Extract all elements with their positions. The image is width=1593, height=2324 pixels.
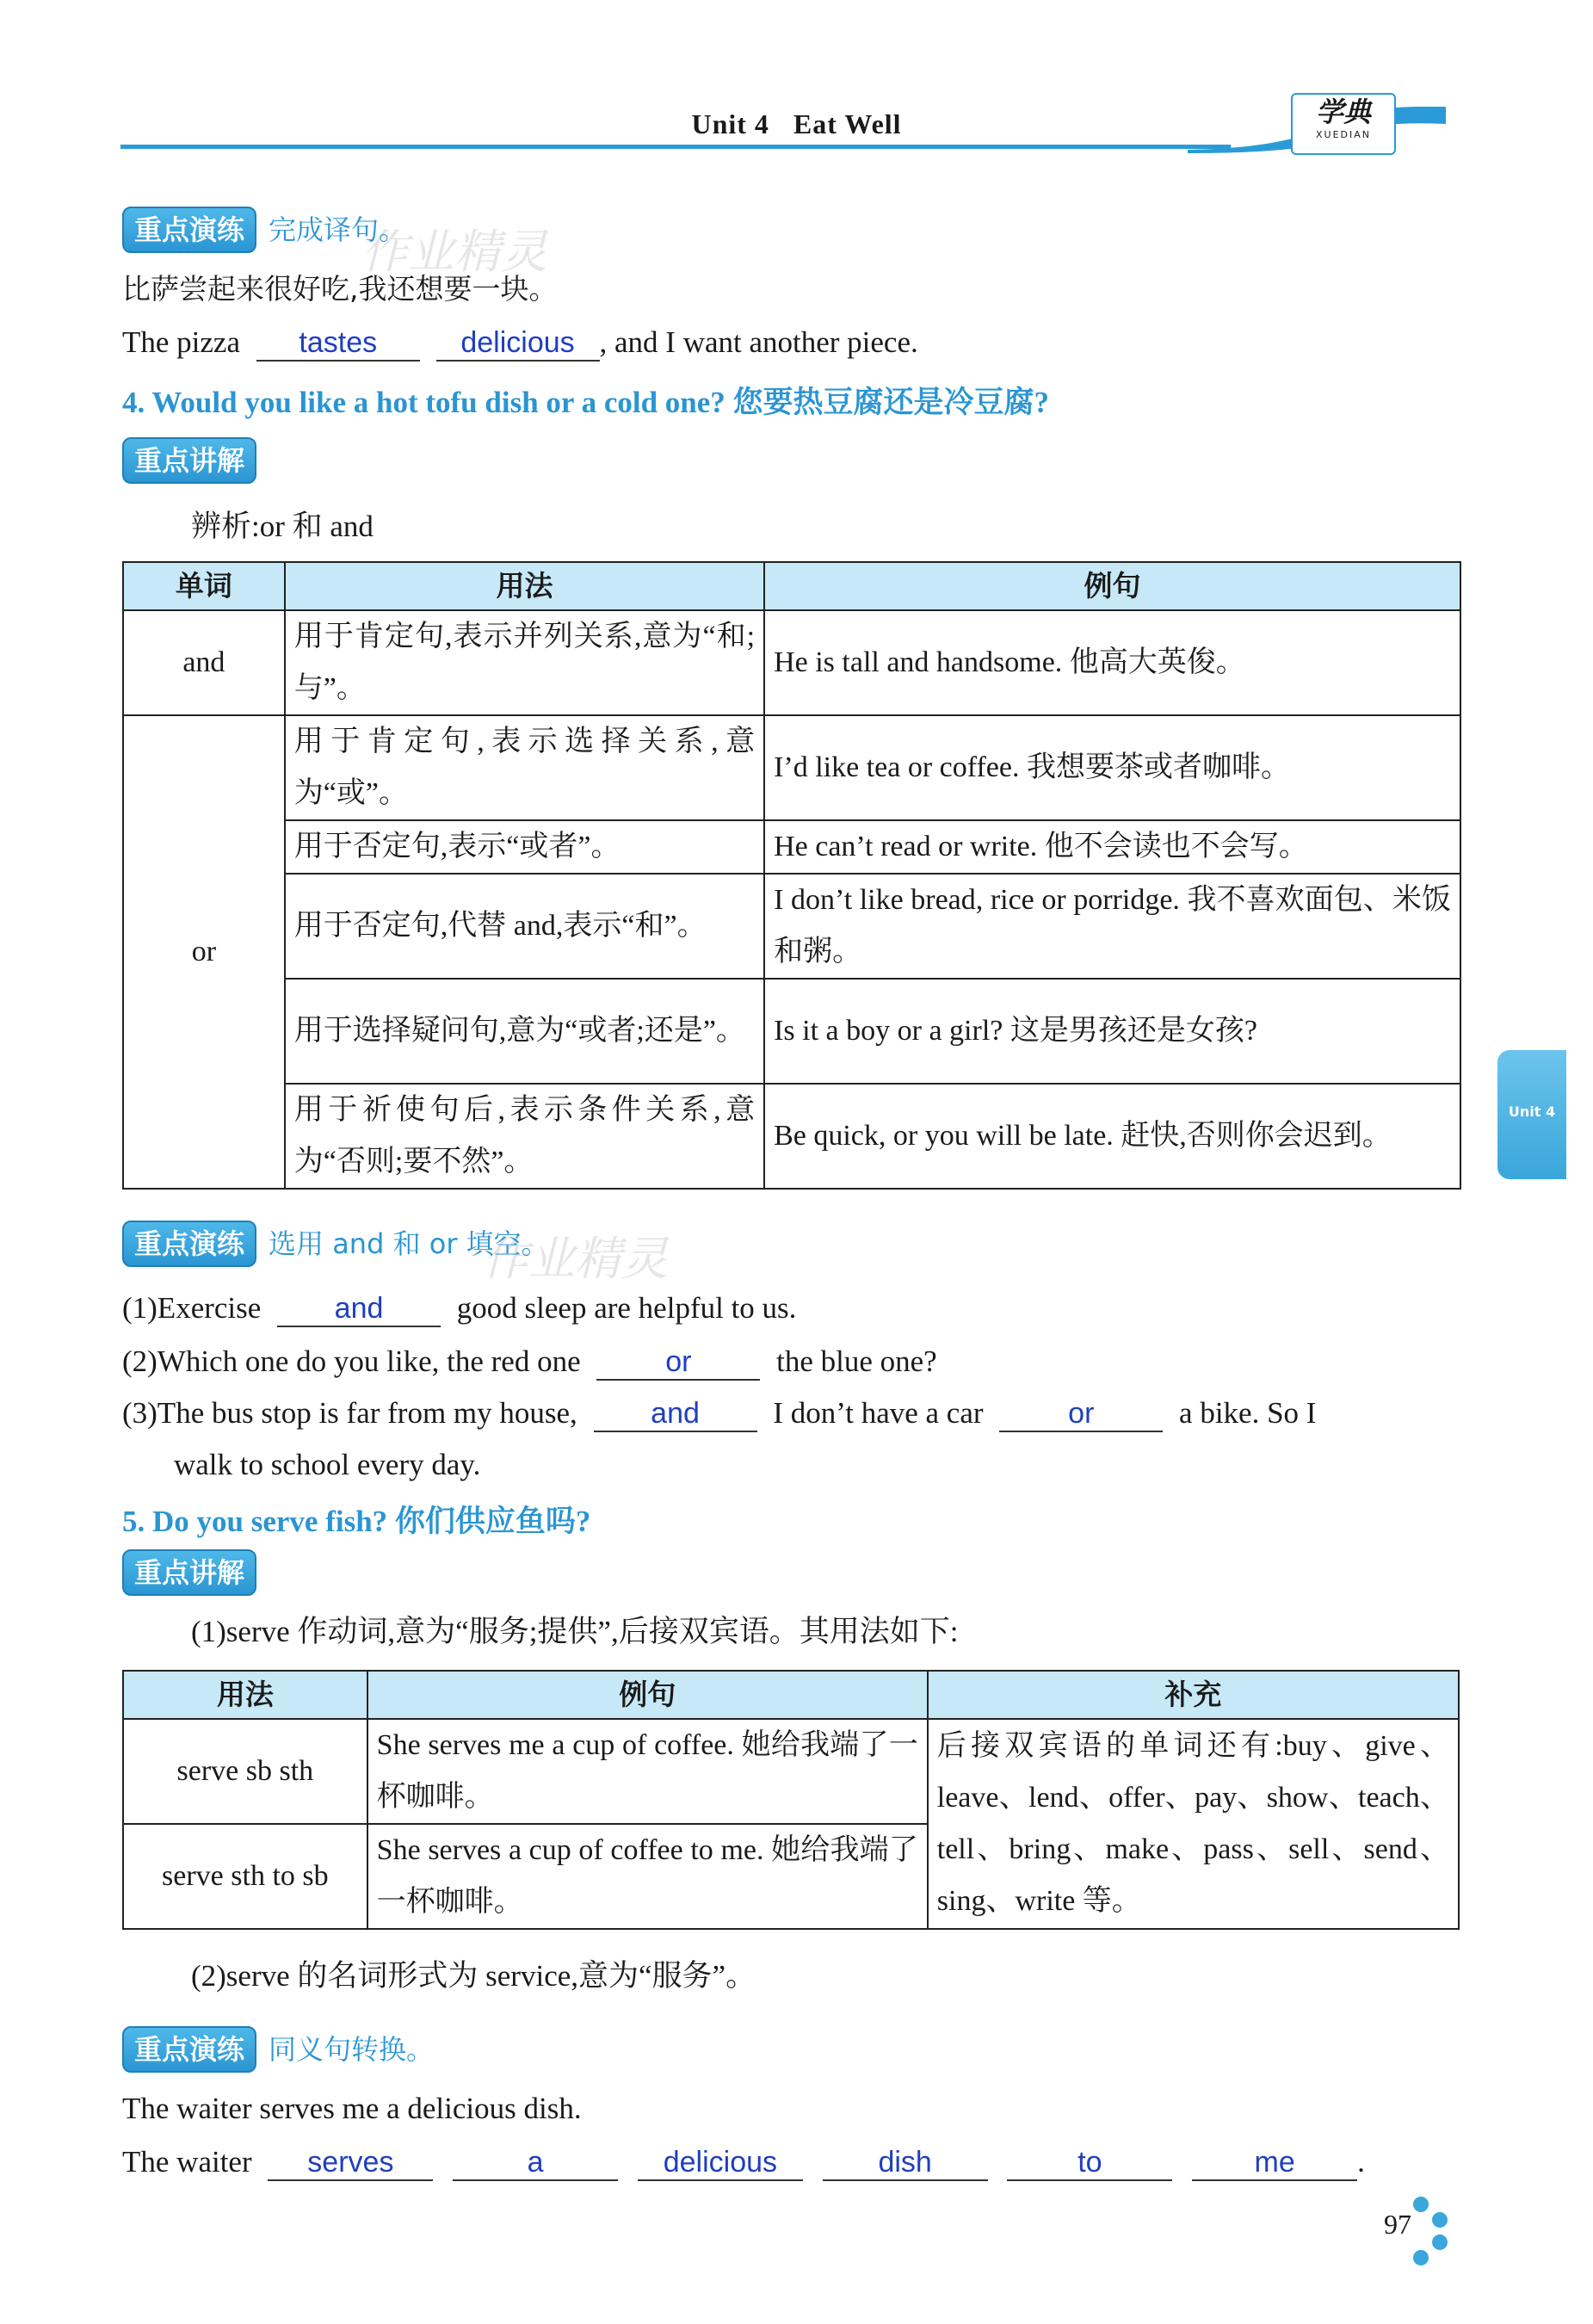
answer-blank: or xyxy=(999,1396,1163,1432)
usage-cell: 用于否定句,代替 and,表示“和”。 xyxy=(285,874,764,979)
word-cell-or: or xyxy=(123,715,285,1189)
sentence-prefix: The pizza xyxy=(122,325,240,359)
supplement-cell: 后接双宾语的单词还有:buy、give、leave、lend、offer、pay、show、teach、tell、bring、make、pass、sell、send、sing、write 等。 xyxy=(928,1719,1459,1929)
answer-blank: and xyxy=(277,1291,441,1327)
question-3-continued: walk to school every day. xyxy=(174,1448,481,1481)
question-text: a bike. So I xyxy=(1179,1396,1317,1430)
practice1-chinese: 比萨尝起来很好吃,我还想要一块。 xyxy=(122,272,558,306)
explain-tag: 重点讲解 xyxy=(122,1549,256,1596)
table-header: 例句 xyxy=(367,1671,928,1719)
sentence-end: . xyxy=(1357,2145,1365,2179)
answer-blank: and xyxy=(594,1396,757,1432)
section-heading-5: 5. Do you serve fish? 你们供应鱼吗? xyxy=(122,1505,591,1538)
table-header: 用法 xyxy=(285,562,764,610)
example-cell: Be quick, or you will be late. 赶快,否则你会迟到。 xyxy=(764,1084,1460,1189)
explain1-intro: 辨析:or 和 and xyxy=(191,510,374,543)
side-tab-label: Unit 4 xyxy=(1508,1103,1556,1120)
answer-blank: tastes xyxy=(256,325,420,362)
answer-blank: serves xyxy=(268,2145,433,2181)
example-cell: I don’t like bread, rice or porridge. 我不喜欢面包、米饭和粥。 xyxy=(764,874,1460,979)
answer-blank: me xyxy=(1192,2145,1357,2181)
practice-instruction: 完成译句。 xyxy=(269,213,407,246)
usage-cell: serve sth to sb xyxy=(123,1824,367,1929)
question-text: (2)Which one do you like, the red one xyxy=(122,1344,581,1378)
practice-instruction: 同义句转换。 xyxy=(269,2033,435,2066)
question-text: (3)The bus stop is far from my house, xyxy=(122,1396,577,1430)
question-1 xyxy=(122,1289,796,1327)
answer-blank: delicious xyxy=(638,2145,803,2181)
table-header: 单词 xyxy=(123,562,285,610)
usage-cell: 用于选择疑问句,意为“或者;还是”。 xyxy=(285,979,764,1084)
unit-side-tab xyxy=(1497,1050,1566,1179)
practice3-original: The waiter serves me a delicious dish. xyxy=(122,2092,582,2125)
example-cell: Is it a boy or a girl? 这是男孩还是女孩? xyxy=(764,979,1460,1084)
practice3-sentence xyxy=(122,2143,1365,2181)
example-cell: He can’t read or write. 他不会读也不会写。 xyxy=(764,820,1460,874)
decor-dot xyxy=(1413,2250,1429,2265)
practice1-sentence xyxy=(122,324,918,362)
explain2-note: (2)serve 的名词形式为 service,意为“服务”。 xyxy=(191,1959,756,1993)
practice2-header xyxy=(122,1221,549,1267)
usage-cell: serve sb sth xyxy=(123,1719,367,1824)
sentence-prefix: The waiter xyxy=(122,2145,252,2179)
table-header: 补充 xyxy=(928,1671,1459,1719)
question-text: good sleep are helpful to us. xyxy=(456,1291,797,1325)
explain2-header xyxy=(122,1549,256,1596)
question-text: (1)Exercise xyxy=(122,1291,262,1325)
answer-blank: delicious xyxy=(436,325,600,362)
decor-dot xyxy=(1432,2212,1448,2228)
sentence-suffix: , and I want another piece. xyxy=(599,325,918,359)
question-2 xyxy=(122,1343,937,1381)
usage-cell: 用于肯定句,表示选择关系,意为“或”。 xyxy=(285,715,764,820)
explain2-intro: (1)serve 作动词,意为“服务;提供”,后接双宾语。其用法如下: xyxy=(191,1615,959,1648)
answer-blank: or xyxy=(596,1344,760,1381)
unit-title: Eat Well xyxy=(793,108,902,139)
question-text: the blue one? xyxy=(776,1344,937,1378)
logo-sub-text: XUEDIAN xyxy=(1315,129,1371,140)
word-cell-and: and xyxy=(123,610,285,715)
page-number: 97 xyxy=(1384,2209,1411,2240)
practice1-header xyxy=(122,207,406,253)
section-heading-4: 4. Would you like a hot tofu dish or a cold one? 您要热豆腐还是冷豆腐? xyxy=(122,386,1050,419)
answer-blank: dish xyxy=(823,2145,988,2181)
usage-cell: 用于祈使句后,表示条件关系,意为“否则;要不然”。 xyxy=(285,1084,764,1189)
example-cell: I’d like tea or coffee. 我想要茶或者咖啡。 xyxy=(764,715,1460,820)
practice-tag: 重点演练 xyxy=(122,207,256,253)
decor-dot xyxy=(1432,2234,1448,2250)
logo-main-text: 学典 xyxy=(1315,96,1371,128)
practice3-header xyxy=(122,2026,434,2073)
practice-tag: 重点演练 xyxy=(122,2026,256,2073)
example-cell: She serves me a cup of coffee. 她给我端了一杯咖啡。 xyxy=(367,1719,928,1824)
example-cell: She serves a cup of coffee to me. 她给我端了一杯咖啡。 xyxy=(367,1824,928,1929)
practice-instruction: 选用 and 和 or 填空。 xyxy=(269,1227,549,1260)
xuedian-logo xyxy=(1291,93,1396,155)
table-header: 用法 xyxy=(123,1671,367,1719)
or-and-table xyxy=(122,561,1461,1190)
practice-tag: 重点演练 xyxy=(122,1221,256,1267)
example-cell: He is tall and handsome. 他高大英俊。 xyxy=(764,610,1460,715)
watermark: 作业精灵 xyxy=(361,225,547,279)
watermark: 作业精灵 xyxy=(482,1232,668,1286)
decor-dot xyxy=(1413,2197,1429,2212)
explain-tag: 重点讲解 xyxy=(122,437,256,484)
question-text: I don’t have a car xyxy=(773,1396,984,1430)
answer-blank: a xyxy=(453,2145,618,2181)
unit-label: Unit 4 xyxy=(691,108,769,139)
usage-cell: 用于否定句,表示“或者”。 xyxy=(285,820,764,874)
serve-table xyxy=(122,1670,1460,1930)
question-3 xyxy=(122,1394,1316,1432)
explain1-header xyxy=(122,437,256,484)
answer-blank: to xyxy=(1007,2145,1172,2181)
table-header: 例句 xyxy=(764,562,1460,610)
header-rule xyxy=(120,145,1231,149)
usage-cell: 用于肯定句,表示并列关系,意为“和;与”。 xyxy=(285,610,764,715)
